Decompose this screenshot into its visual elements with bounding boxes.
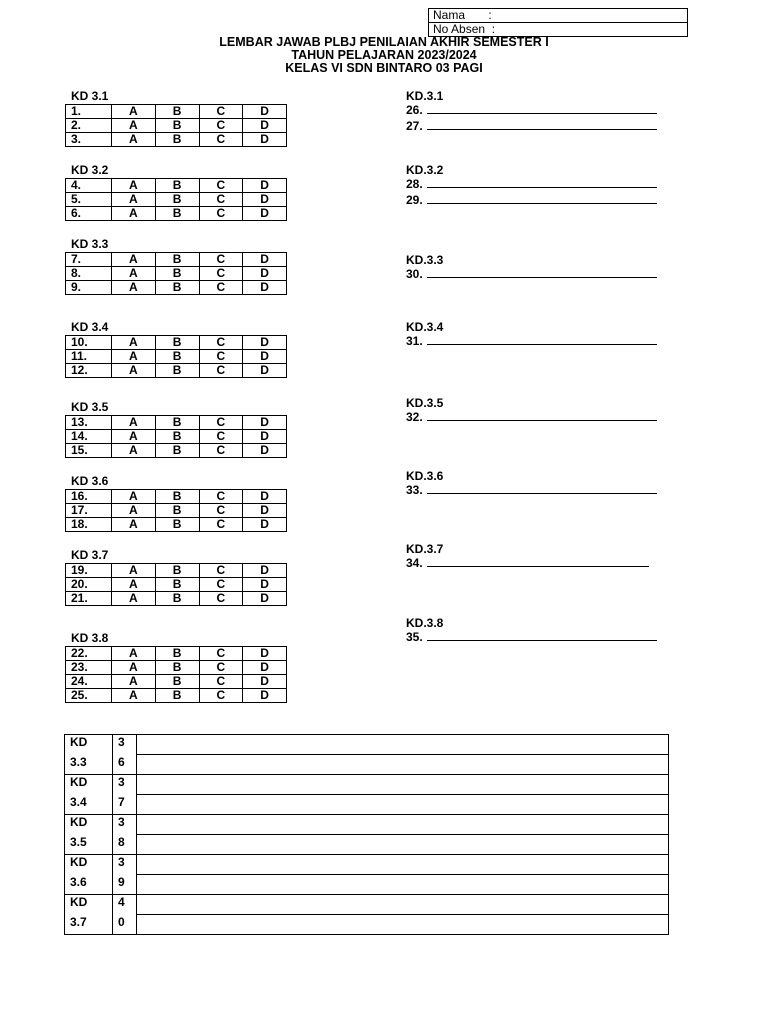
answer-option[interactable]: B (155, 193, 199, 207)
answer-option[interactable]: B (155, 647, 199, 661)
answer-option[interactable]: B (155, 490, 199, 504)
answer-option[interactable]: C (199, 416, 243, 430)
answer-option[interactable]: D (243, 253, 287, 267)
question-number: 30. (406, 267, 423, 281)
title-line: LEMBAR JAWAB PLBJ PENILAIAN AKHIR SEMESTER I (219, 35, 549, 49)
nama-field[interactable]: Nama : (429, 9, 687, 23)
answer-option[interactable]: B (155, 281, 199, 295)
short-answer-line (406, 334, 657, 348)
question-number: 3. (66, 133, 112, 147)
long-answer-row (65, 895, 669, 915)
long-answer-row (65, 735, 669, 755)
answer-option[interactable]: A (112, 193, 156, 207)
kd-label: KD.3.4 (406, 320, 444, 334)
answer-option[interactable]: A (112, 281, 156, 295)
answer-option[interactable]: D (243, 267, 287, 281)
answer-row (66, 430, 287, 444)
question-number: 7 (113, 795, 137, 815)
short-answer-line (406, 103, 657, 117)
answer-option[interactable]: B (155, 105, 199, 119)
answer-option[interactable]: B (155, 133, 199, 147)
question-number: 25. (66, 689, 112, 703)
question-number: 4. (66, 179, 112, 193)
answer-option[interactable]: A (112, 689, 156, 703)
answer-space[interactable] (137, 855, 669, 875)
question-number: 15. (66, 444, 112, 458)
short-answer-line (406, 267, 657, 281)
kd-cell: KD (65, 775, 113, 795)
answer-option[interactable]: B (155, 675, 199, 689)
answer-option[interactable]: C (199, 592, 243, 606)
answer-blank[interactable] (427, 556, 649, 567)
answer-option[interactable]: A (112, 416, 156, 430)
question-number: 14. (66, 430, 112, 444)
kd-label: KD 3.1 (71, 89, 109, 103)
answer-option[interactable]: A (112, 490, 156, 504)
answer-row (66, 179, 287, 193)
answer-option[interactable]: B (155, 564, 199, 578)
answer-option[interactable]: D (243, 193, 287, 207)
question-number: 29. (406, 193, 423, 207)
question-number: 17. (66, 504, 112, 518)
answer-option[interactable]: D (243, 281, 287, 295)
answer-option[interactable]: A (112, 578, 156, 592)
answer-option[interactable]: C (199, 253, 243, 267)
answer-row (66, 336, 287, 350)
kd-cell: KD (65, 815, 113, 835)
short-answer-line (406, 630, 657, 644)
answer-option[interactable]: D (243, 416, 287, 430)
answer-option[interactable]: C (199, 675, 243, 689)
question-number: 34. (406, 556, 423, 570)
long-answer-row (65, 915, 669, 935)
answer-option[interactable]: C (199, 267, 243, 281)
long-answer-table (64, 734, 669, 935)
short-answer-line (406, 410, 657, 424)
answer-option[interactable]: C (199, 578, 243, 592)
answer-grid (65, 563, 287, 606)
answer-option[interactable]: D (243, 689, 287, 703)
answer-option[interactable]: B (155, 207, 199, 221)
question-number: 12. (66, 364, 112, 378)
question-number: 6 (113, 755, 137, 775)
answer-row (66, 444, 287, 458)
answer-blank[interactable] (427, 193, 657, 204)
answer-row (66, 661, 287, 675)
answer-row (66, 416, 287, 430)
answer-option[interactable]: D (243, 207, 287, 221)
answer-space[interactable] (137, 915, 669, 935)
answer-option[interactable]: C (199, 689, 243, 703)
answer-option[interactable]: D (243, 647, 287, 661)
answer-option[interactable]: C (199, 490, 243, 504)
answer-option[interactable]: B (155, 578, 199, 592)
question-number: 3 (113, 735, 137, 755)
answer-grid (65, 104, 287, 147)
answer-option[interactable]: A (112, 661, 156, 675)
question-number: 0 (113, 915, 137, 935)
kd-cell: 3.4 (65, 795, 113, 815)
answer-option[interactable]: A (112, 444, 156, 458)
answer-option[interactable]: D (243, 133, 287, 147)
question-number: 24. (66, 675, 112, 689)
answer-row (66, 133, 287, 147)
answer-option[interactable]: D (243, 119, 287, 133)
answer-space[interactable] (137, 835, 669, 855)
question-number: 3 (113, 855, 137, 875)
answer-option[interactable]: A (112, 336, 156, 350)
kd-label: KD 3.5 (71, 400, 109, 414)
answer-option[interactable]: D (243, 350, 287, 364)
answer-row (66, 578, 287, 592)
question-number: 10. (66, 336, 112, 350)
answer-option[interactable]: C (199, 564, 243, 578)
question-number: 28. (406, 177, 423, 191)
long-answer-row (65, 835, 669, 855)
answer-blank[interactable] (427, 177, 657, 188)
question-number: 3 (113, 775, 137, 795)
answer-option[interactable]: C (199, 350, 243, 364)
kd-cell: KD (65, 895, 113, 915)
answer-row (66, 564, 287, 578)
question-number: 23. (66, 661, 112, 675)
title-line: TAHUN PELAJARAN 2023/2024 (291, 48, 477, 62)
answer-option[interactable]: D (243, 661, 287, 675)
answer-row (66, 490, 287, 504)
answer-blank[interactable] (427, 119, 657, 130)
answer-row (66, 364, 287, 378)
kd-label: KD.3.1 (406, 89, 444, 103)
answer-option[interactable]: B (155, 592, 199, 606)
answer-option[interactable]: A (112, 105, 156, 119)
answer-option[interactable]: D (243, 675, 287, 689)
answer-blank[interactable] (427, 410, 657, 421)
kd-label: KD 3.2 (71, 163, 109, 177)
answer-option[interactable]: B (155, 518, 199, 532)
answer-option[interactable]: D (243, 336, 287, 350)
question-number: 3 (113, 815, 137, 835)
short-answer-line (406, 483, 657, 497)
question-number: 21. (66, 592, 112, 606)
answer-blank[interactable] (427, 630, 657, 641)
answer-option[interactable]: D (243, 179, 287, 193)
answer-option[interactable]: D (243, 444, 287, 458)
kd-label: KD.3.5 (406, 396, 444, 410)
question-number: 19. (66, 564, 112, 578)
short-answer-line (406, 119, 657, 133)
kd-label: KD 3.6 (71, 474, 109, 488)
answer-option[interactable]: B (155, 267, 199, 281)
answer-option[interactable]: C (199, 444, 243, 458)
answer-grid (65, 489, 287, 532)
question-number: 6. (66, 207, 112, 221)
question-number: 5. (66, 193, 112, 207)
answer-option[interactable]: D (243, 592, 287, 606)
answer-option[interactable]: A (112, 207, 156, 221)
answer-option[interactable]: B (155, 119, 199, 133)
kd-label: KD.3.8 (406, 616, 444, 630)
short-answer-line (406, 193, 657, 207)
answer-option[interactable]: C (199, 336, 243, 350)
answer-row (66, 119, 287, 133)
question-number: 9. (66, 281, 112, 295)
question-number: 8. (66, 267, 112, 281)
kd-cell: KD (65, 855, 113, 875)
question-number: 8 (113, 835, 137, 855)
answer-option[interactable]: C (199, 661, 243, 675)
short-answer-line (406, 556, 649, 570)
answer-row (66, 193, 287, 207)
answer-option[interactable]: C (199, 193, 243, 207)
question-number: 26. (406, 103, 423, 117)
answer-grid (65, 646, 287, 703)
question-number: 7. (66, 253, 112, 267)
question-number: 11. (66, 350, 112, 364)
answer-option[interactable]: B (155, 350, 199, 364)
answer-option[interactable]: D (243, 490, 287, 504)
answer-option[interactable]: B (155, 444, 199, 458)
long-answer-row (65, 855, 669, 875)
no-absen-field[interactable]: No Absen : (433, 22, 496, 36)
answer-option[interactable]: C (199, 119, 243, 133)
kd-cell: 3.7 (65, 915, 113, 935)
answer-option[interactable]: A (112, 647, 156, 661)
question-number: 16. (66, 490, 112, 504)
answer-option[interactable]: A (112, 504, 156, 518)
answer-row (66, 207, 287, 221)
answer-grid (65, 415, 287, 458)
page-title (0, 36, 768, 75)
answer-option[interactable]: B (155, 661, 199, 675)
question-number: 4 (113, 895, 137, 915)
answer-option[interactable]: B (155, 336, 199, 350)
question-number: 18. (66, 518, 112, 532)
answer-grid (65, 335, 287, 378)
answer-blank[interactable] (427, 103, 657, 114)
kd-label: KD.3.2 (406, 163, 444, 177)
question-number: 13. (66, 416, 112, 430)
answer-option[interactable]: A (112, 133, 156, 147)
answer-space[interactable] (137, 795, 669, 815)
answer-option[interactable]: D (243, 105, 287, 119)
answer-option[interactable]: A (112, 430, 156, 444)
kd-label: KD 3.4 (71, 320, 109, 334)
answer-row (66, 647, 287, 661)
answer-option[interactable]: A (112, 675, 156, 689)
kd-cell: 3.6 (65, 875, 113, 895)
short-answer-line (406, 177, 657, 191)
answer-option[interactable]: C (199, 281, 243, 295)
answer-space[interactable] (137, 735, 669, 755)
answer-option[interactable]: B (155, 253, 199, 267)
answer-option[interactable]: A (112, 592, 156, 606)
answer-option[interactable]: D (243, 518, 287, 532)
question-number: 27. (406, 119, 423, 133)
answer-option[interactable]: C (199, 133, 243, 147)
answer-option[interactable]: B (155, 364, 199, 378)
question-number: 2. (66, 119, 112, 133)
answer-option[interactable]: A (112, 267, 156, 281)
answer-option[interactable]: A (112, 564, 156, 578)
answer-option[interactable]: A (112, 179, 156, 193)
answer-row (66, 504, 287, 518)
answer-row (66, 689, 287, 703)
answer-option[interactable]: D (243, 364, 287, 378)
answer-blank[interactable] (427, 334, 657, 345)
question-number: 33. (406, 483, 423, 497)
answer-option[interactable]: A (112, 350, 156, 364)
answer-row (66, 253, 287, 267)
question-number: 1. (66, 105, 112, 119)
long-answer-row (65, 875, 669, 895)
answer-row (66, 592, 287, 606)
answer-option[interactable]: C (199, 504, 243, 518)
answer-option[interactable]: C (199, 105, 243, 119)
answer-option[interactable]: B (155, 179, 199, 193)
answer-row (66, 518, 287, 532)
answer-grid (65, 178, 287, 221)
title-line: KELAS VI SDN BINTARO 03 PAGI (285, 61, 483, 75)
answer-option[interactable]: D (243, 564, 287, 578)
answer-option[interactable]: B (155, 416, 199, 430)
long-answer-row (65, 815, 669, 835)
answer-space[interactable] (137, 895, 669, 915)
answer-option[interactable]: C (199, 364, 243, 378)
answer-option[interactable]: B (155, 689, 199, 703)
kd-label: KD 3.8 (71, 631, 109, 645)
kd-label: KD.3.6 (406, 469, 444, 483)
question-number: 35. (406, 630, 423, 644)
answer-row (66, 281, 287, 295)
answer-option[interactable]: C (199, 518, 243, 532)
answer-option[interactable]: C (199, 207, 243, 221)
question-number: 31. (406, 334, 423, 348)
answer-option[interactable]: A (112, 364, 156, 378)
question-number: 32. (406, 410, 423, 424)
answer-space[interactable] (137, 815, 669, 835)
answer-option[interactable]: D (243, 504, 287, 518)
answer-space[interactable] (137, 875, 669, 895)
answer-option[interactable]: C (199, 647, 243, 661)
answer-row (66, 105, 287, 119)
answer-option[interactable]: D (243, 430, 287, 444)
kd-cell: 3.5 (65, 835, 113, 855)
student-info-box (428, 8, 688, 37)
answer-option[interactable]: C (199, 430, 243, 444)
question-number: 9 (113, 875, 137, 895)
answer-row (66, 267, 287, 281)
long-answer-row (65, 775, 669, 795)
question-number: 20. (66, 578, 112, 592)
answer-option[interactable]: A (112, 119, 156, 133)
kd-label: KD.3.3 (406, 253, 444, 267)
long-answer-row (65, 795, 669, 815)
answer-space[interactable] (137, 755, 669, 775)
kd-label: KD 3.3 (71, 237, 109, 251)
question-number: 22. (66, 647, 112, 661)
answer-option[interactable]: A (112, 518, 156, 532)
answer-option[interactable]: B (155, 430, 199, 444)
answer-row (66, 675, 287, 689)
answer-space[interactable] (137, 775, 669, 795)
answer-grid (65, 252, 287, 295)
answer-option[interactable]: A (112, 253, 156, 267)
kd-cell: 3.3 (65, 755, 113, 775)
kd-label: KD.3.7 (406, 542, 444, 556)
long-answer-row (65, 755, 669, 775)
kd-label: KD 3.7 (71, 548, 109, 562)
answer-option[interactable]: D (243, 578, 287, 592)
answer-option[interactable]: C (199, 179, 243, 193)
answer-row (66, 350, 287, 364)
kd-cell: KD (65, 735, 113, 755)
answer-blank[interactable] (427, 267, 657, 278)
answer-option[interactable]: B (155, 504, 199, 518)
answer-blank[interactable] (427, 483, 657, 494)
